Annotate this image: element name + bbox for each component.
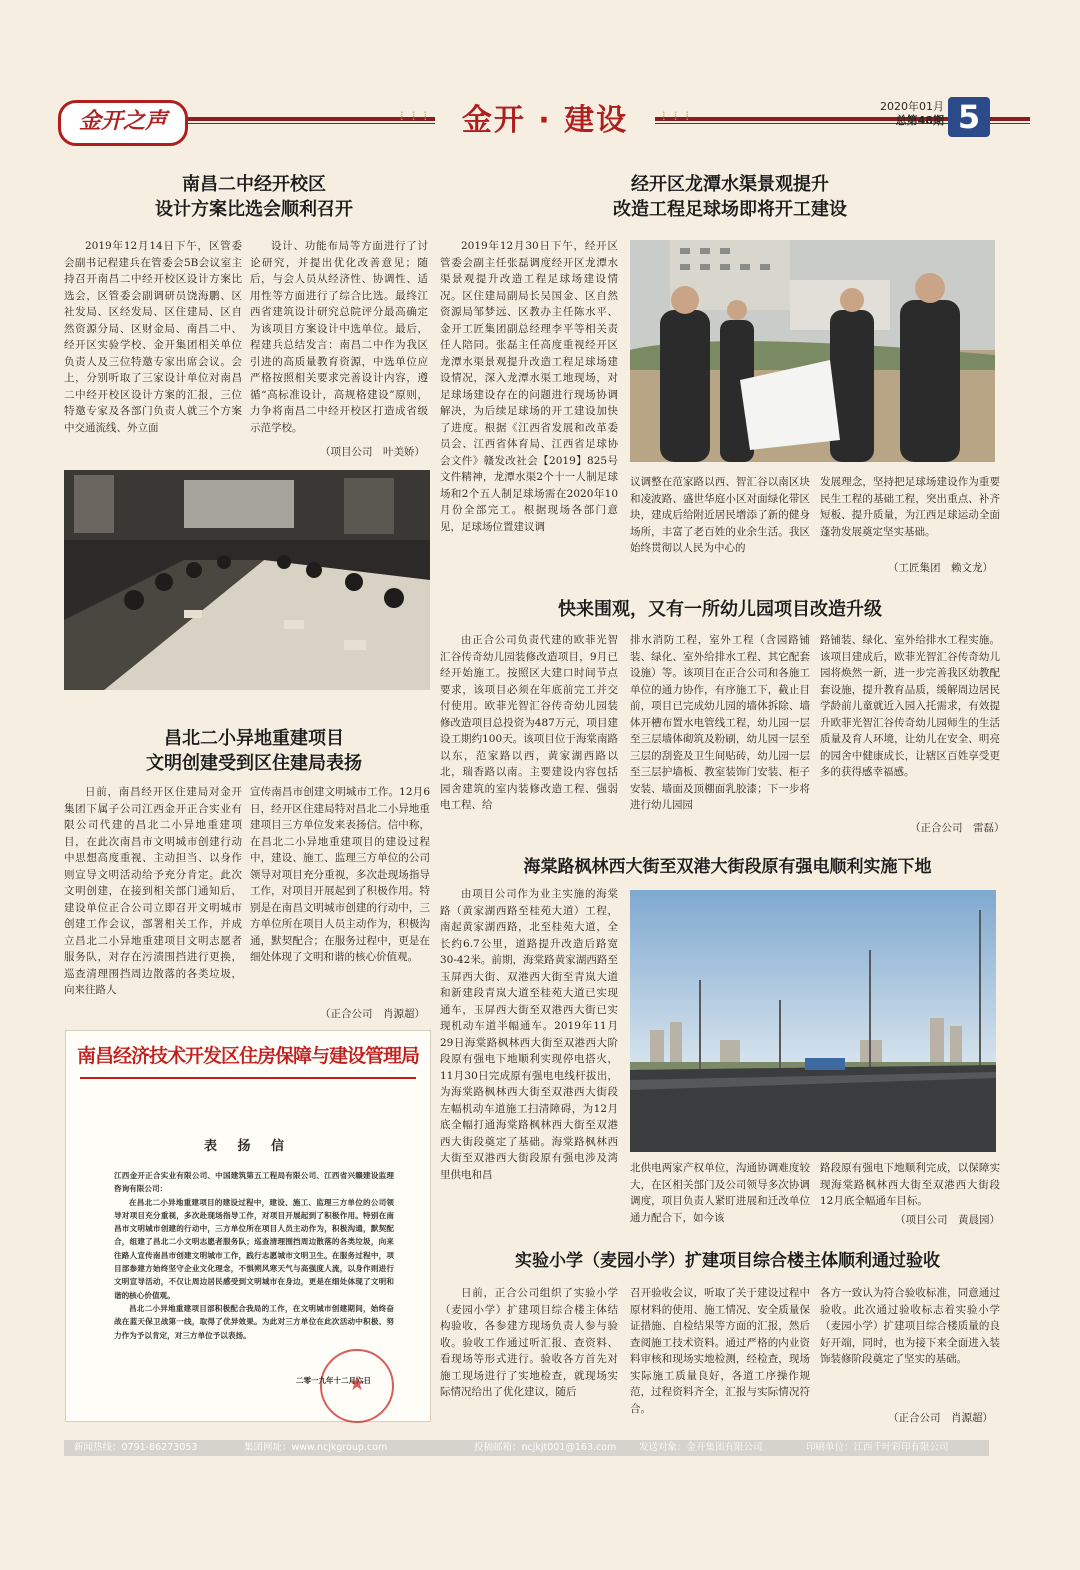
footer-email: 投稿邮箱：ncjkjt001@163.com	[474, 1442, 617, 1453]
decorative-dots-left: ⁞ ⁞ ⁞	[400, 109, 430, 124]
article1-title-line2: 设计方案比选会顺利召开	[155, 199, 353, 220]
article2-col3: 发展理念，坚持把足球场建设作为重要民生工程的基础工程，突出重点、补齐短板、提升质量，为江西足球运动全面蓬勃发展奠定坚实基础。	[820, 476, 1000, 538]
footer-hotline: 新闻热线：0791-86273053	[74, 1442, 198, 1453]
article3-title: 快来围观，又有一所幼儿园项目改造升级	[558, 599, 882, 620]
article2-title	[540, 172, 920, 222]
issue-info	[880, 100, 944, 128]
article4-title	[64, 726, 444, 776]
article1-col1: 2019年12月14日下午，区管委会副书记程建兵在管委会5B会议室主持召开南昌二中经开校区设计方案比选会，区管委会副调研员饶海鹏、区社发局、区经发局、区住建局、区自然资源分局、区财金局、南昌二中、经开区实验学校、金开集团相关单位负责人及三位特邀专家出席会议。会上，分别听取了三家设计单位对南昌二中经开校区设计方案的汇报，三位特邀专家及各部门负责人就三个方案中交通流线、外立面	[64, 240, 242, 434]
letter-body	[114, 1169, 394, 1342]
commendation-letter-image	[65, 1030, 431, 1422]
article1-title-line1: 南昌二中经开校区	[182, 174, 326, 195]
footer-bar	[64, 1440, 989, 1456]
road-photo	[630, 890, 996, 1152]
article4-title-line1: 昌北二小异地重建项目	[164, 728, 344, 749]
issue-date: 2020年01月	[880, 100, 944, 113]
letter-title: 表 扬 信	[203, 1139, 293, 1154]
issue-number: 总第48期	[895, 114, 944, 127]
article4-col1: 日前，南昌经开区住建局对金开集团下属子公司江西金开正合实业有限公司代建的昌北二小异地重建项目，在此次南昌市文明城市创建行动中思想高度重视、主动担当、以身作则宣导文明活动给予充分肯定。此次文明创建，在接到相关部门通知后，建设单位正合公司立即召开文明城市创建工作会议，部署相关工作，并成立昌北二小异地重建项目文明志愿者服务队，对存在污渍围挡进行更换，巡查清理围挡周边散落的各类垃圾，向来往路人	[64, 786, 242, 996]
meeting-room-photo	[64, 470, 430, 690]
letter-issuer: 南昌经济技术开发区住房保障与建设管理局	[76, 1045, 419, 1067]
article5-title: 海棠路枫林西大街至双港大街段原有强电顺利实施下地	[523, 857, 932, 877]
letter-date: 二零一九年十二月六日	[296, 1376, 371, 1385]
article5-col2: 北供电两家产权单位，沟通协调难度较大，在区相关部门及公司领导多次协调调度，项目负责人紧盯进展和迁改单位通力配合下，如今该	[630, 1162, 810, 1224]
article4-title-line2: 文明创建受到区住建局表扬	[146, 753, 362, 774]
article6-title: 实验小学（麦园小学）扩建项目综合楼主体顺利通过验收	[515, 1251, 940, 1271]
article3-col1: 由正合公司负责代建的欧菲光智汇谷传奇幼儿园装修改造项目，9月已经开始施工。按照区大建口时间节点要求，该项目必须在年底前完工并交付使用。欧菲光智汇谷传奇幼儿园装修改造项目总投资为487万元，项目建设工期约100天。该项目位于海棠南路以东，范家路以西，黄家湖西路以北，瑞香路以南。主要建设内容包括园舍建筑的室内装修改造工程、强弱电工程、给	[440, 634, 618, 811]
footer-send-to: 发送对象：金开集团有限公司	[639, 1442, 763, 1453]
article5-col1: 由项目公司作为业主实施的海棠路（黄家湖西路至桂苑大道）工程，南起黄家湖西路，北至桂苑大道，全长约6.7公里，道路提升改造后路宽30-42米。前期，海棠路黄家湖西路至玉屏西大街、双港西大街至青岚大道和新建段青岚大道至桂苑大道已实现通车，玉屏西大街至双港西大街已实现机动车道半幅通车。2019年11月29日海棠路枫林西大街至双港西大阶段原有强电下地顺利实现停电搭火，11月30日完成原有强电电线杆拔出，为海棠路枫林西大街至双港西大街段左幅机动车道施工扫清障碍，为12月底全幅打通海棠路枫林西大街至双港西大街段奠定了基础。海棠路枫林西大街至双港西大街段原有强电涉及湾里供电和昌	[440, 888, 618, 1181]
letter-paragraph-1: 在昌北二小异地重建项目的建设过程中，建设、施工、监理三方单位的公司领导对项目充分重视，多次赴现场指导工作，对项目开展起到了积极作用。特别在南昌市文明城市创建的行动中，三方单位所在项目人员主动作为，积极沟通，默契配合，组建了昌北二小文明志愿者服务队；巡查清理围挡周边散落的各类垃圾，向来往路人宣传南昌市创建文明城市工作，践行志愿城市文明卫生。在服务过程中，项目部参建方始终坚守企业文化理念，不惧朔风寒天气与高强度人流，以身作则进行文明宣导活动，不仅让周边居民感受到文明城市在身边，更是在细处体现了文明和谐的核心价值观。	[114, 1197, 394, 1300]
article5-byline: （项目公司 黄晨园）	[895, 1214, 1000, 1226]
article2-col1: 2019年12月30日下午，经开区管委会副主任张磊调度经开区龙潭水渠景观提升改造工程足球场建设情况。区住建局副局长吴国金、区自然资源局邹梦远、区教办主任陈水平、金开工匠集团副总经理李平等相关责任人陪同。张磊主任高度重视经开区龙潭水渠景观提升改造工程足球场建设情况，深入龙潭水渠工地现场，对足球场建设存在的问题进行现场协调解决，为后续足球场的开工建设加快了进度。根据《江西省发展和改革委员会、江西省体育局、江西省足球协会文件》赣发改社会【2019】825号文件精神，龙潭水渠2个十一人制足球场和2个五人制足球场需在2020年10月份全部完工。根据现场各部门意见，足球场位置建议调	[440, 240, 618, 533]
article1-byline: （项目公司 叶美娇）	[320, 446, 425, 458]
page-number: 5	[948, 97, 990, 137]
newspaper-logo: 金开之声	[58, 100, 188, 146]
article1-title	[64, 172, 444, 222]
decorative-dots-right: ⁞ ⁞ ⁞	[662, 109, 692, 124]
article2-title-line2: 改造工程足球场即将开工建设	[613, 199, 847, 220]
letter-recipients: 江西金开正合实业有限公司、中国建筑第五工程局有限公司、江西省兴赣建设监理咨询有限公司：	[114, 1171, 394, 1194]
article1-col2: 设计、功能布局等方面进行了讨论研究，并提出优化改善意见；随后，与会人员从经济性、协调性、适用性等方面进行了综合比选。最终江西省建筑设计研究总院评分最高确定为该项目方案设计中选单位。最后，程建兵总结发言：南昌二中作为我区引进的高质量教育资源，中选单位应严格按照相关要求完善设计内容，遵循“高标准设计，高规格建设”原则，力争将南昌二中经开校区打造成省级示范学校。	[250, 240, 428, 434]
article2-col2: 议调整在范家路以西、智汇谷以南区块和凌波路、盛世华庭小区对面绿化带区块，建成后给附近居民增添了新的健身场所，丰富了老百姓的业余生活。我区始终贯彻以人民为中心的	[630, 476, 810, 554]
article4-col2: 宣传南昌市创建文明城市工作。12月6日，经开区住建局特对昌北二小异地重建项目三方单位发来表扬信。信中称，在昌北二小异地重建项目的建设过程中，建设、施工、监理三方单位的公司领导对项目充分重视，多次赴现场指导工作，对项目开展起到了积极作用。特别是在南昌文明城市创建的行动中，三方单位所在项目人员主动作为，积极沟通，默契配合；在服务过程中，更是在细处体现了文明和谐的核心价值观。	[250, 786, 430, 963]
article6-col1: 日前，正合公司组织了实验小学（麦园小学）扩建项目综合楼主体结构验收，各参建方现场负责人参与验收。验收工作通过听汇报、查资料、看现场等形式进行。验收各方首先对施工现场进行了实地检查，就现场实际情况给出了优化建议，随后	[440, 1287, 618, 1398]
article3-col3: 路铺装、绿化、室外给排水工程实施。该项目建成后，欧菲光智汇谷传奇幼儿园将焕然一新，进一步完善我区幼教配套设施，提升教育品质，缓解周边居民学龄前儿童就近入园入托需求，有效提升欧菲光智汇谷传奇幼儿园师生的生活质量及育人环境，让幼儿在安全、明亮的园舍中健康成长，让辖区百姓享受更多的获得感幸福感。	[820, 634, 1000, 778]
letter-red-rule	[80, 1077, 416, 1079]
article6-byline: （正合公司 肖源超）	[888, 1412, 993, 1424]
footer-printer: 印刷单位：江西千叶彩印有限公司	[806, 1442, 949, 1453]
article6-col3: 各方一致认为符合验收标准，同意通过验收。此次通过验收标志着实验小学（麦园小学）扩建项目综合楼质量的良好开端，同时，也为接下来全面进入装饰装修阶段奠定了坚实的基础。	[820, 1287, 1000, 1365]
article2-title-line1: 经开区龙潭水渠景观提升	[631, 174, 829, 195]
article2-byline: （工匠集团 赖文龙）	[888, 562, 993, 574]
article5-col3: 路段原有强电下地顺利完成，以保障实现海棠路枫林西大街至双港西大街段12月底全幅通车目标。	[820, 1162, 1000, 1207]
article6-col2: 召开验收会议，听取了关于建设过程中原材料的使用、施工情况、安全质量保证措施、自检结果等方面的汇报，然后查阅施工技术资料。通过严格的内业资料审核和现场实地检测，经检查，现场实际施工质量良好，各道工序操作规范，过程资料齐全，汇报与实际情况符合。	[630, 1287, 810, 1415]
official-seal-icon	[320, 1349, 394, 1423]
article3-col2: 排水消防工程，室外工程（含园路铺装、绿化、室外给排水工程、其它配套设施）等。该项目在正合公司和各施工单位的通力协作，有序施工下，截止目前，项目已完成幼儿园的墙体拆除、墙体开槽布置水电管线工程，幼儿园一层至三层墙体砌筑及粉刷，幼儿园一层至三层的刮瓷及卫生间贴砖，幼儿园一层至三层护墙板、教室装饰门安装、柜子安装、墙面及顶棚面乳胶漆；下一步将进行幼儿园园	[630, 634, 810, 811]
article3-byline: （正合公司 雷磊）	[910, 822, 1005, 834]
site-visit-photo	[630, 240, 995, 462]
article4-byline: （正合公司 肖源超）	[320, 1008, 425, 1020]
section-title: 金开 · 建设	[435, 95, 655, 139]
footer-website: 集团网址：www.ncjkgroup.com	[244, 1442, 388, 1453]
letter-paragraph-2: 昌北二小异地重建项目部积极配合我局的工作，在文明城市创建期间，始终奋战在蓝天保卫战第一线，取得了优异效果。为此对三方单位在此次活动中积极、努力作为予以肯定，对三方单位予以表扬。	[114, 1303, 394, 1340]
